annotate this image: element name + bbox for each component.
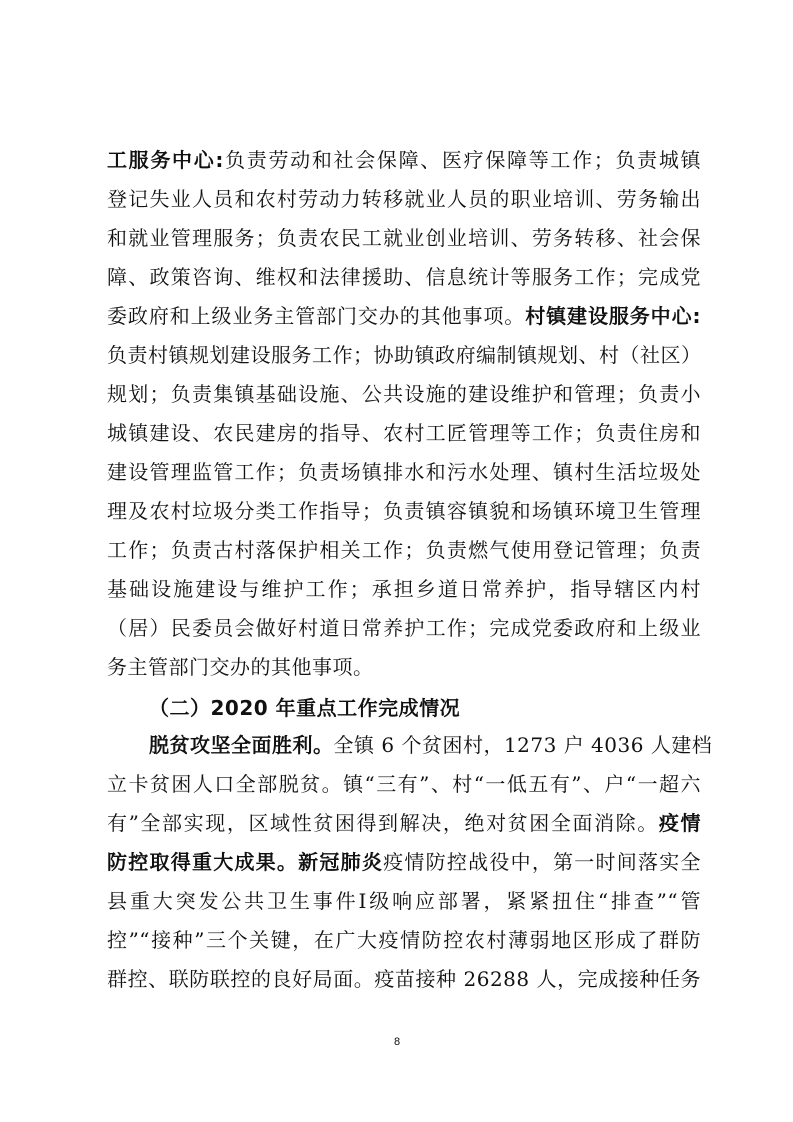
text-line (107, 336, 701, 375)
text-line (107, 531, 701, 570)
text-line (107, 882, 701, 921)
text-run: 和就业管理服务；负责农民工就业创业培训、劳务转移、社会保 (107, 226, 701, 250)
text-run: 城镇建设、农民建房的指导、农村工匠管理等工作；负责住房和 (107, 421, 701, 445)
page-number: 8 (393, 1036, 401, 1048)
text-line (107, 570, 701, 609)
text-run: 立卡贫困人口全部脱贫。镇“三有”、村“一低五有”、户“一超六 (107, 772, 701, 796)
text-run: 规划；负责集镇基础设施、公共设施的建设维护和管理；负责小 (107, 382, 701, 406)
text-run: 控”“接种”三个关键，在广大疫情防控农村薄弱地区形成了群防 (107, 928, 701, 952)
text-run: 建设管理监管工作；负责场镇排水和污水处理、镇村生活垃圾处 (107, 460, 701, 484)
bold-text: 脱贫攻坚全面胜利。 (149, 733, 334, 757)
text-run: 全镇 6 个贫困村，1273 户 4036 人建档 (333, 733, 713, 757)
text-line (107, 141, 701, 180)
text-run: 群控、联防联控的良好局面。疫苗接种 26288 人，完成接种任务 (107, 967, 701, 991)
bold-text: 防控取得重大成果。新冠肺炎 (107, 850, 384, 874)
text-line (107, 180, 701, 219)
text-line (107, 375, 701, 414)
text-run: 委政府和上级业务主管部门交办的其他事项。 (107, 304, 526, 328)
bold-text: 村镇建设服务中心: (525, 304, 702, 328)
section-heading (107, 689, 701, 726)
text-run: （居）民委员会做好村道日常养护工作；完成党委政府和上级业 (107, 616, 701, 640)
document-body (107, 141, 713, 999)
text-run: 登记失业人员和农村劳动力转移就业人员的职业培训、劳务输出 (107, 187, 701, 211)
text-run: 有”全部实现，区域性贫困得到解决，绝对贫困全面消除。 (107, 811, 659, 835)
text-line (107, 960, 701, 999)
text-line (107, 726, 713, 765)
text-line (107, 765, 701, 804)
text-line (107, 921, 701, 960)
text-run: 工作；负责古村落保护相关工作；负责燃气使用登记管理；负责 (107, 538, 701, 562)
text-run: 县重大突发公共卫生事件Ⅰ级响应部署，紧紧扭住“排查”“管 (107, 889, 701, 913)
text-line (107, 609, 701, 648)
bold-text: 疫情 (658, 811, 701, 835)
text-line (107, 219, 701, 258)
text-run: 负责劳动和社会保障、医疗保障等工作；负责城镇 (223, 148, 702, 172)
text-line (107, 297, 701, 336)
text-run: 务主管部门交办的其他事项。 (107, 655, 374, 679)
text-line (107, 453, 701, 492)
bold-text: （二）2020 年重点工作完成情况 (149, 696, 461, 720)
text-run: 基础设施建设与维护工作；承担乡道日常养护，指导辖区内村 (107, 577, 701, 601)
text-line (107, 843, 701, 882)
text-line (107, 804, 701, 843)
bold-text: 工服务中心: (107, 148, 224, 172)
text-line (107, 414, 701, 453)
text-line (107, 648, 701, 687)
text-run: 理及农村垃圾分类工作指导；负责镇容镇貌和场镇环境卫生管理 (107, 499, 701, 523)
text-run: 障、政策咨询、维权和法律援助、信息统计等服务工作；完成党 (107, 265, 701, 289)
text-line (107, 258, 701, 297)
text-run: 疫情防控战役中，第一时间落实全 (383, 850, 702, 874)
text-line (107, 492, 701, 531)
text-run: 负责村镇规划建设服务工作；协助镇政府编制镇规划、村（社区） (107, 343, 702, 367)
